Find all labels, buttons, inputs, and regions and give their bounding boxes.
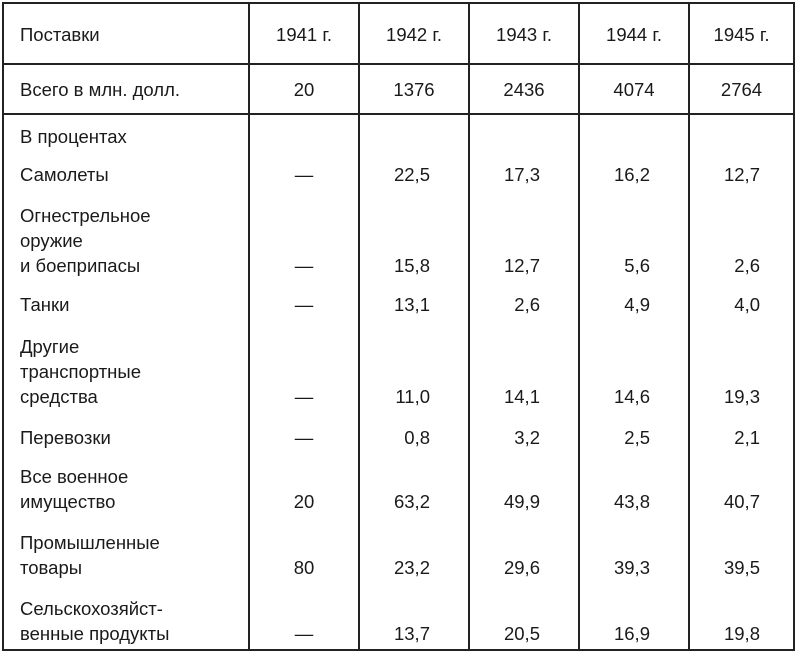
- supplies-table: [2, 2, 795, 651]
- row-value: 80: [293, 557, 315, 578]
- table-border-bottom: [2, 649, 795, 651]
- total-label: Всего в млн. долл.: [20, 79, 181, 100]
- row-value: 19,3: [723, 386, 760, 407]
- row-value: 19,8: [723, 623, 760, 644]
- year-1942-header: 1942 г.: [386, 24, 442, 45]
- row-value: 49,9: [503, 491, 540, 512]
- row-value: 13,7: [393, 623, 430, 644]
- row-value: —: [294, 164, 314, 185]
- row-value: 13,1: [393, 294, 430, 315]
- row-value: 2,6: [514, 294, 540, 315]
- header-divider: [2, 63, 795, 65]
- row-label: и боеприпасы: [20, 255, 141, 276]
- row-value: 16,2: [613, 164, 650, 185]
- row-label: товары: [20, 557, 83, 578]
- row-label: Перевозки: [20, 427, 111, 448]
- total-value: 2764: [720, 79, 763, 100]
- row-label: Другие: [20, 336, 80, 357]
- year-1943-header: 1943 г.: [496, 24, 552, 45]
- row-value: 2,5: [624, 427, 650, 448]
- row-value: 11,0: [395, 386, 430, 407]
- row-value: 20: [293, 491, 315, 512]
- total-value: 1376: [393, 79, 435, 100]
- row-value: 20,5: [503, 623, 540, 644]
- row-value: —: [294, 427, 314, 448]
- table-border-left: [2, 2, 4, 651]
- row-value: 22,5: [393, 164, 430, 185]
- row-value: 14,1: [503, 386, 540, 407]
- row-value: —: [294, 386, 314, 407]
- row-value: 2,6: [734, 255, 760, 276]
- row-value: 29,6: [503, 557, 540, 578]
- row-value: 4,9: [624, 294, 650, 315]
- row-value: —: [294, 255, 314, 276]
- row-value: 39,5: [723, 557, 760, 578]
- row-label: Самолеты: [20, 164, 109, 185]
- row-label: Сельскохозяйст-: [20, 598, 163, 619]
- section-label: В процентах: [20, 126, 127, 147]
- row-value: 39,3: [613, 557, 650, 578]
- row-value: 4,0: [734, 294, 760, 315]
- row-value: 15,8: [393, 255, 430, 276]
- row-label: Огнестрельное: [20, 205, 151, 226]
- row-label: Промышленные: [20, 532, 160, 553]
- row-label: венные продукты: [20, 623, 170, 644]
- row-value: 2,1: [734, 427, 760, 448]
- row-value: 63,2: [393, 491, 430, 512]
- total-value: 2436: [503, 79, 545, 100]
- row-value: —: [294, 623, 314, 644]
- row-value: 17,3: [503, 164, 540, 185]
- row-value: 16,9: [613, 623, 650, 644]
- table-border-top: [2, 2, 795, 4]
- year-1945-header: 1945 г.: [713, 24, 770, 45]
- year-1944-header: 1944 г.: [606, 24, 662, 45]
- row-value: 0,8: [404, 427, 430, 448]
- row-value: 43,8: [613, 491, 650, 512]
- row-value: 40,7: [723, 491, 760, 512]
- row-value: 5,6: [624, 255, 650, 276]
- row-value: 3,2: [514, 427, 540, 448]
- row-label: средства: [20, 386, 98, 407]
- row-value: 12,7: [723, 164, 760, 185]
- total-value: 20: [293, 79, 315, 100]
- year-1941-header: 1941 г.: [276, 24, 332, 45]
- row-value: 12,7: [503, 255, 540, 276]
- row-value: 23,2: [393, 557, 430, 578]
- row-value: 14,6: [613, 386, 650, 407]
- row-label: Танки: [20, 294, 70, 315]
- row-value: —: [294, 294, 314, 315]
- row-label: оружие: [20, 230, 83, 251]
- row-label: Все военное: [20, 466, 129, 487]
- total-divider: [2, 113, 795, 115]
- table-border-right: [793, 2, 795, 651]
- row-label: имущество: [20, 491, 116, 512]
- header-label: Поставки: [20, 24, 100, 45]
- row-label: транспортные: [20, 361, 141, 382]
- total-value: 4074: [613, 79, 655, 100]
